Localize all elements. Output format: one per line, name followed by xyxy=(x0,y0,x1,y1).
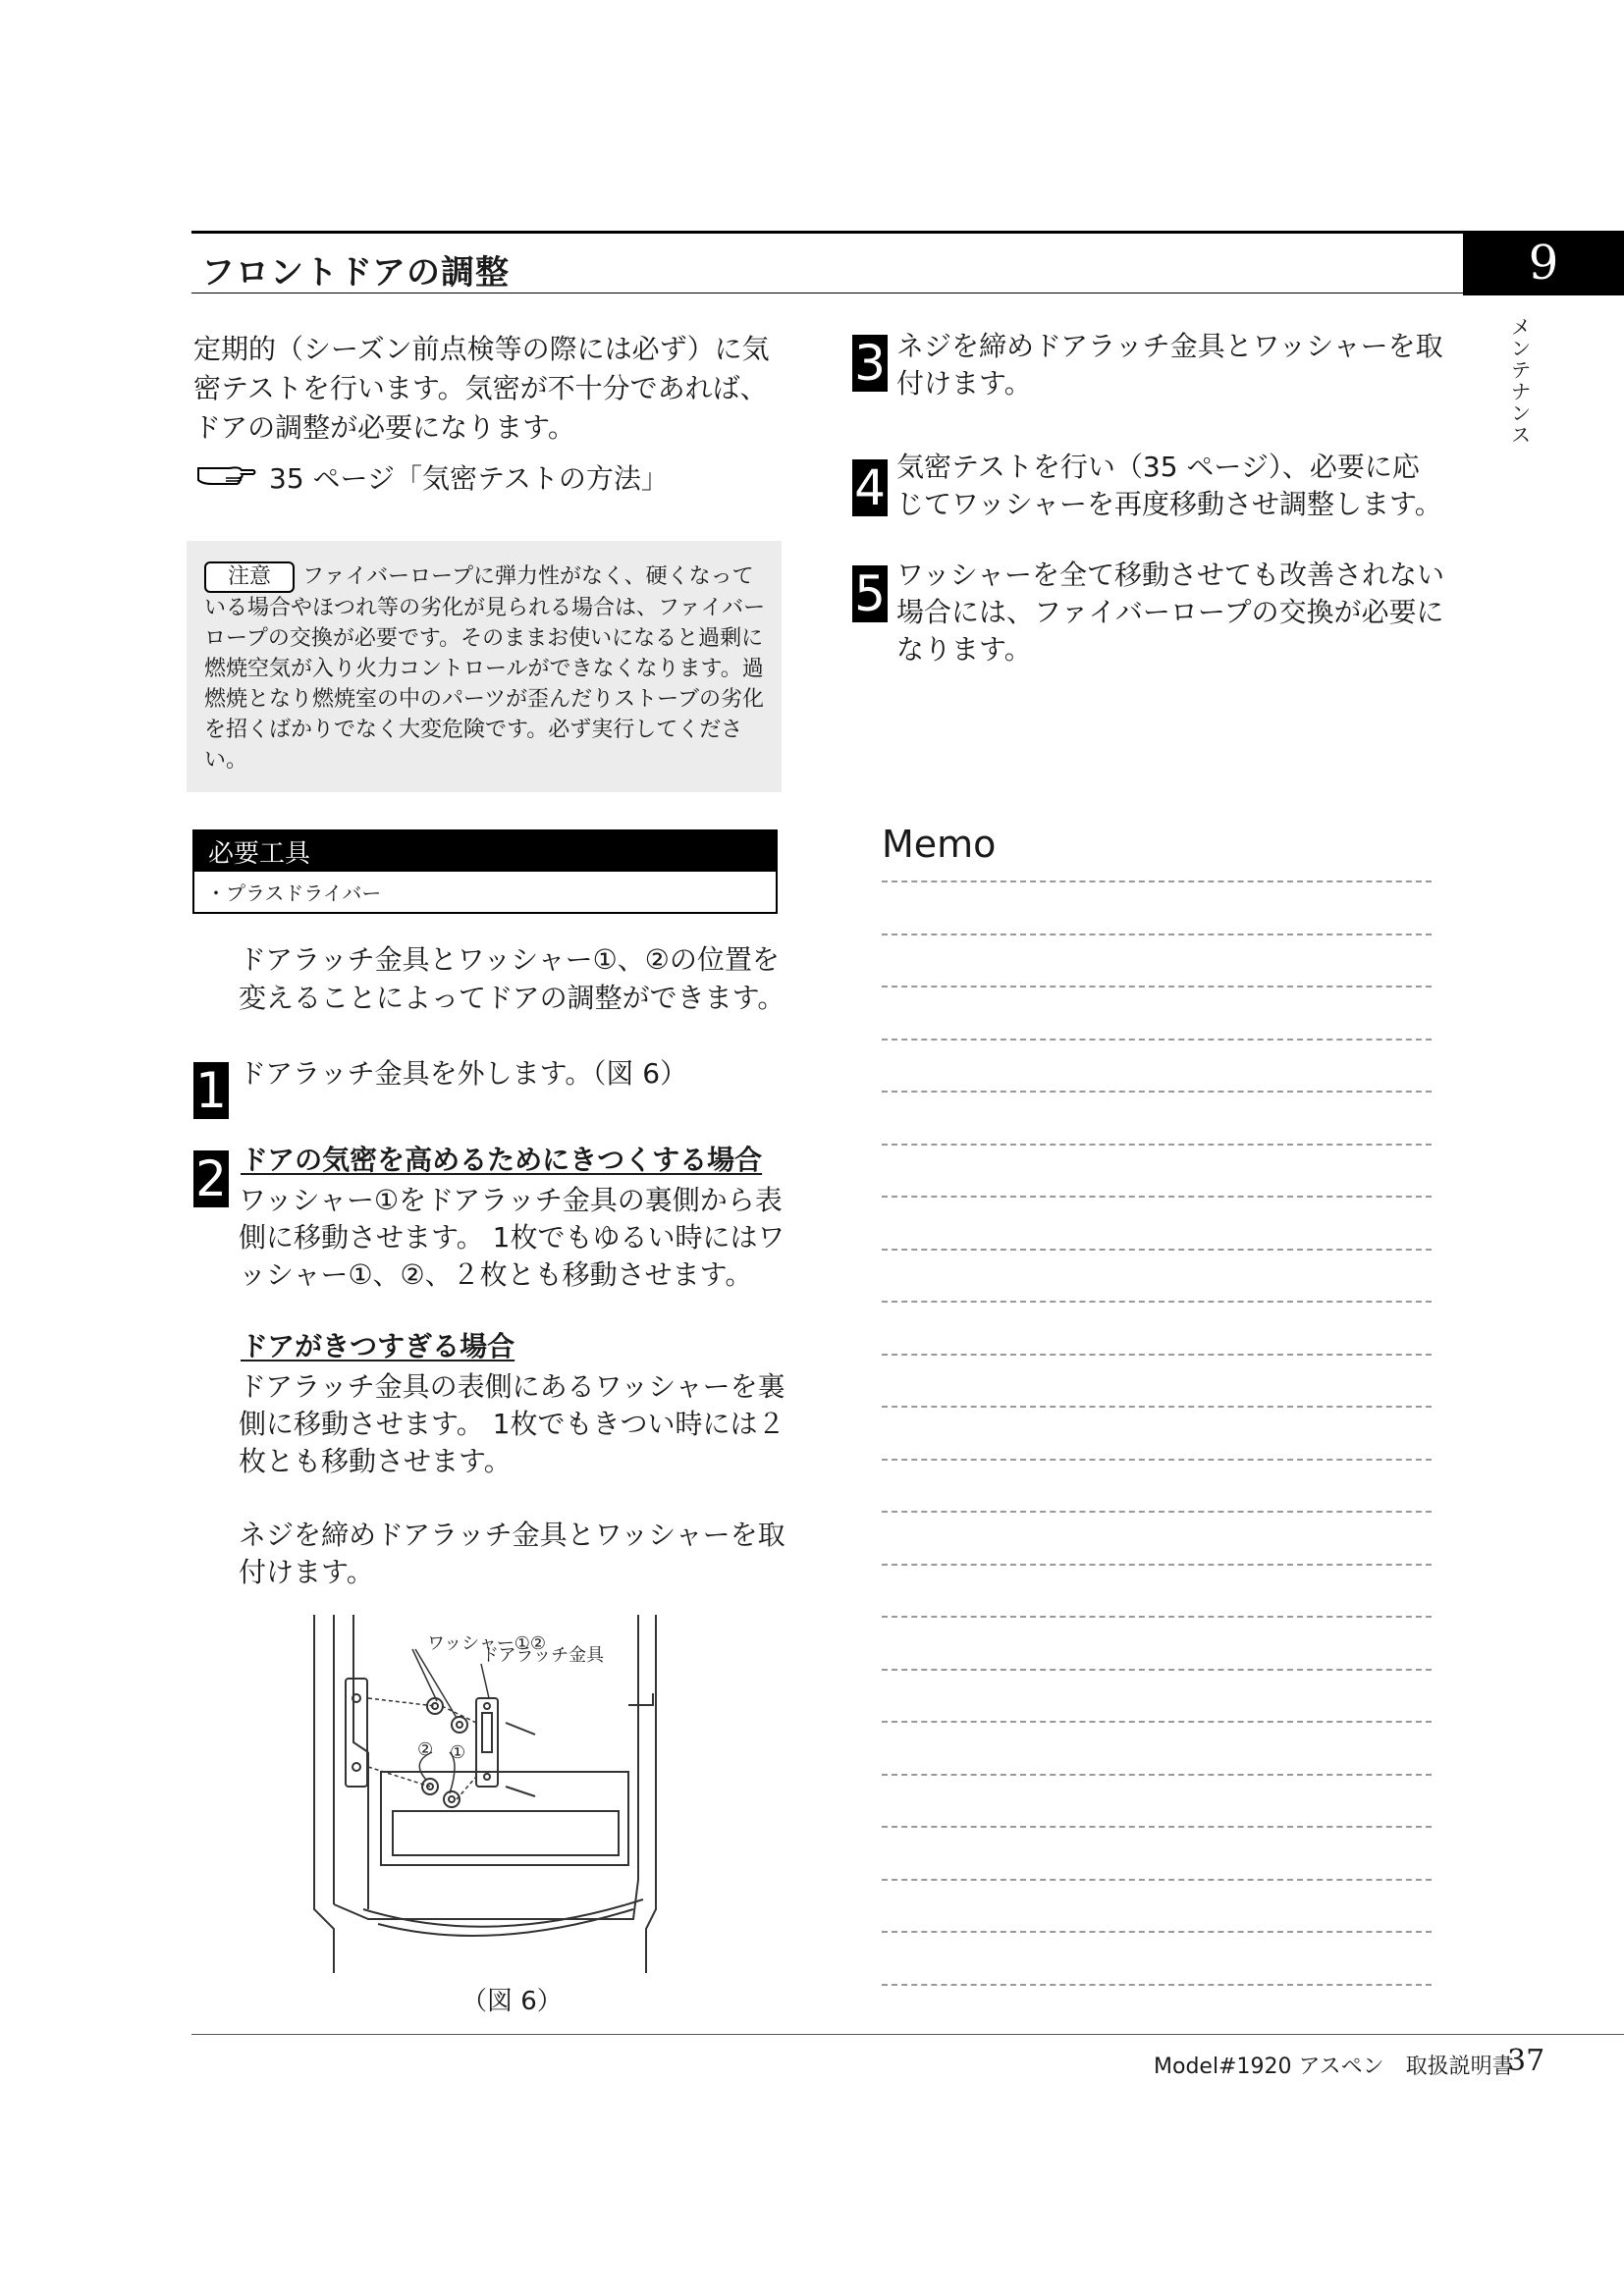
step-2-text-tighten: ワッシャー①をドアラッチ金具の裏側から表側に移動させます。 1枚でもゆるい時にはワッシャー①、②、２枚とも移動させます。 xyxy=(239,1184,785,1291)
reference-text: 35 ページ「気密テストの方法」 xyxy=(269,462,669,495)
figure-mark-1: ① xyxy=(450,1742,466,1763)
memo-line xyxy=(882,1616,1432,1618)
memo-line xyxy=(882,1196,1432,1198)
memo-line xyxy=(882,1091,1432,1093)
vertical-label-char: ン xyxy=(1511,401,1531,425)
header-top-rule xyxy=(191,231,1468,234)
vertical-label-char: テ xyxy=(1511,358,1531,382)
step-2-text-loosen: ドアラッチ金具の表側にあるワッシャーを裏側に移動させます。 1枚でもきつい時には２枚とも移動させます。 xyxy=(239,1370,785,1477)
step-3-number: 3 xyxy=(852,335,888,392)
memo-line xyxy=(882,1774,1432,1776)
memo-line xyxy=(882,1984,1432,1986)
caution-content xyxy=(204,561,769,775)
figure-caption: （図 6） xyxy=(461,1987,563,2016)
footer-model-text: Model#1920 アスペン 取扱説明書 xyxy=(1154,2055,1514,2079)
vertical-label-char: メ xyxy=(1511,315,1531,339)
memo-title: Memo xyxy=(882,823,997,866)
step-4-number: 4 xyxy=(852,459,888,516)
memo-line xyxy=(882,1039,1432,1041)
memo-line xyxy=(882,1459,1432,1461)
memo-line xyxy=(882,1931,1432,1933)
figure-label-latch: ドアラッチ金具 xyxy=(481,1645,605,1666)
vertical-label-char: ス xyxy=(1511,423,1531,447)
caution-text: ファイバーロープに弾力性がなく、硬くなっている場合やほつれ等の劣化が見られる場合は、ファイバーロープの交換が必要です。そのままお使いになると過剰に燃焼空気が入り火力コントロールができなくなります。過燃焼となり燃焼室の中のパーツが歪んだりストーブの劣化を招くばかりでなく大変危険です。必ず実行してください。 xyxy=(204,564,766,773)
memo-line xyxy=(882,986,1432,988)
figure-6-illustration xyxy=(295,1615,687,1977)
chapter-number: 9 xyxy=(1463,231,1624,295)
memo-line xyxy=(882,1721,1432,1723)
step-1-text: ドアラッチ金具を外します。（図 6） xyxy=(239,1057,688,1090)
figure-mark-2: ② xyxy=(417,1739,434,1760)
footer-rule xyxy=(191,2034,1624,2035)
memo-line xyxy=(882,1354,1432,1356)
step-2-text-reattach: ネジを締めドアラッチ金具とワッシャーを取付けます。 xyxy=(239,1519,785,1588)
step-5-number: 5 xyxy=(852,565,888,622)
memo-line xyxy=(882,1249,1432,1251)
chapter-label-vertical xyxy=(1506,316,1536,446)
tools-item: ・プラスドライバー xyxy=(206,881,382,905)
vertical-label-char: ン xyxy=(1511,337,1531,360)
section-title: フロントドアの調整 xyxy=(201,253,510,293)
tools-heading: 必要工具 xyxy=(194,831,776,872)
memo-line xyxy=(882,1826,1432,1828)
memo-line xyxy=(882,1301,1432,1303)
step-4-text: 気密テストを行い（35 ページ）、必要に応じてワッシャーを再度移動させ調整します。 xyxy=(896,451,1442,520)
pointing-hand-icon xyxy=(196,460,257,495)
required-tools-box xyxy=(192,829,778,914)
page-reference xyxy=(196,457,669,497)
intro-text: 定期的（シーズン前点検等の際には必ず）に気密テストを行います。気密が不十分であれば、ドアの調整が必要になります。 xyxy=(193,333,770,444)
page-number: 37 xyxy=(1507,2044,1545,2078)
vertical-label-char: ナ xyxy=(1511,380,1531,403)
memo-line xyxy=(882,1406,1432,1408)
figure-label-washers: ワッシャー①② xyxy=(427,1633,547,1654)
step-2-subheading-tighten: ドアの気密を高めるためにきつくする場合 xyxy=(241,1144,763,1176)
step-5-text: ワッシャーを全て移動させても改善されない場合には、ファイバーロープの交換が必要になります。 xyxy=(896,559,1445,666)
memo-line xyxy=(882,1879,1432,1881)
step-2-number: 2 xyxy=(193,1150,229,1207)
memo-line xyxy=(882,934,1432,935)
memo-line xyxy=(882,1144,1432,1146)
memo-line xyxy=(882,1564,1432,1566)
header-underline xyxy=(191,293,1468,294)
memo-line xyxy=(882,1511,1432,1513)
step-3-text: ネジを締めドアラッチ金具とワッシャーを取付けます。 xyxy=(896,330,1443,400)
caution-badge: 注意 xyxy=(204,561,295,593)
step-1-number: 1 xyxy=(193,1062,229,1119)
memo-line xyxy=(882,1669,1432,1671)
memo-line xyxy=(882,881,1432,882)
adjustment-lead-text: ドアラッチ金具とワッシャー①、②の位置を変えることによってドアの調整ができます。 xyxy=(239,943,785,1014)
step-2-subheading-loosen: ドアがきつすぎる場合 xyxy=(241,1330,515,1362)
